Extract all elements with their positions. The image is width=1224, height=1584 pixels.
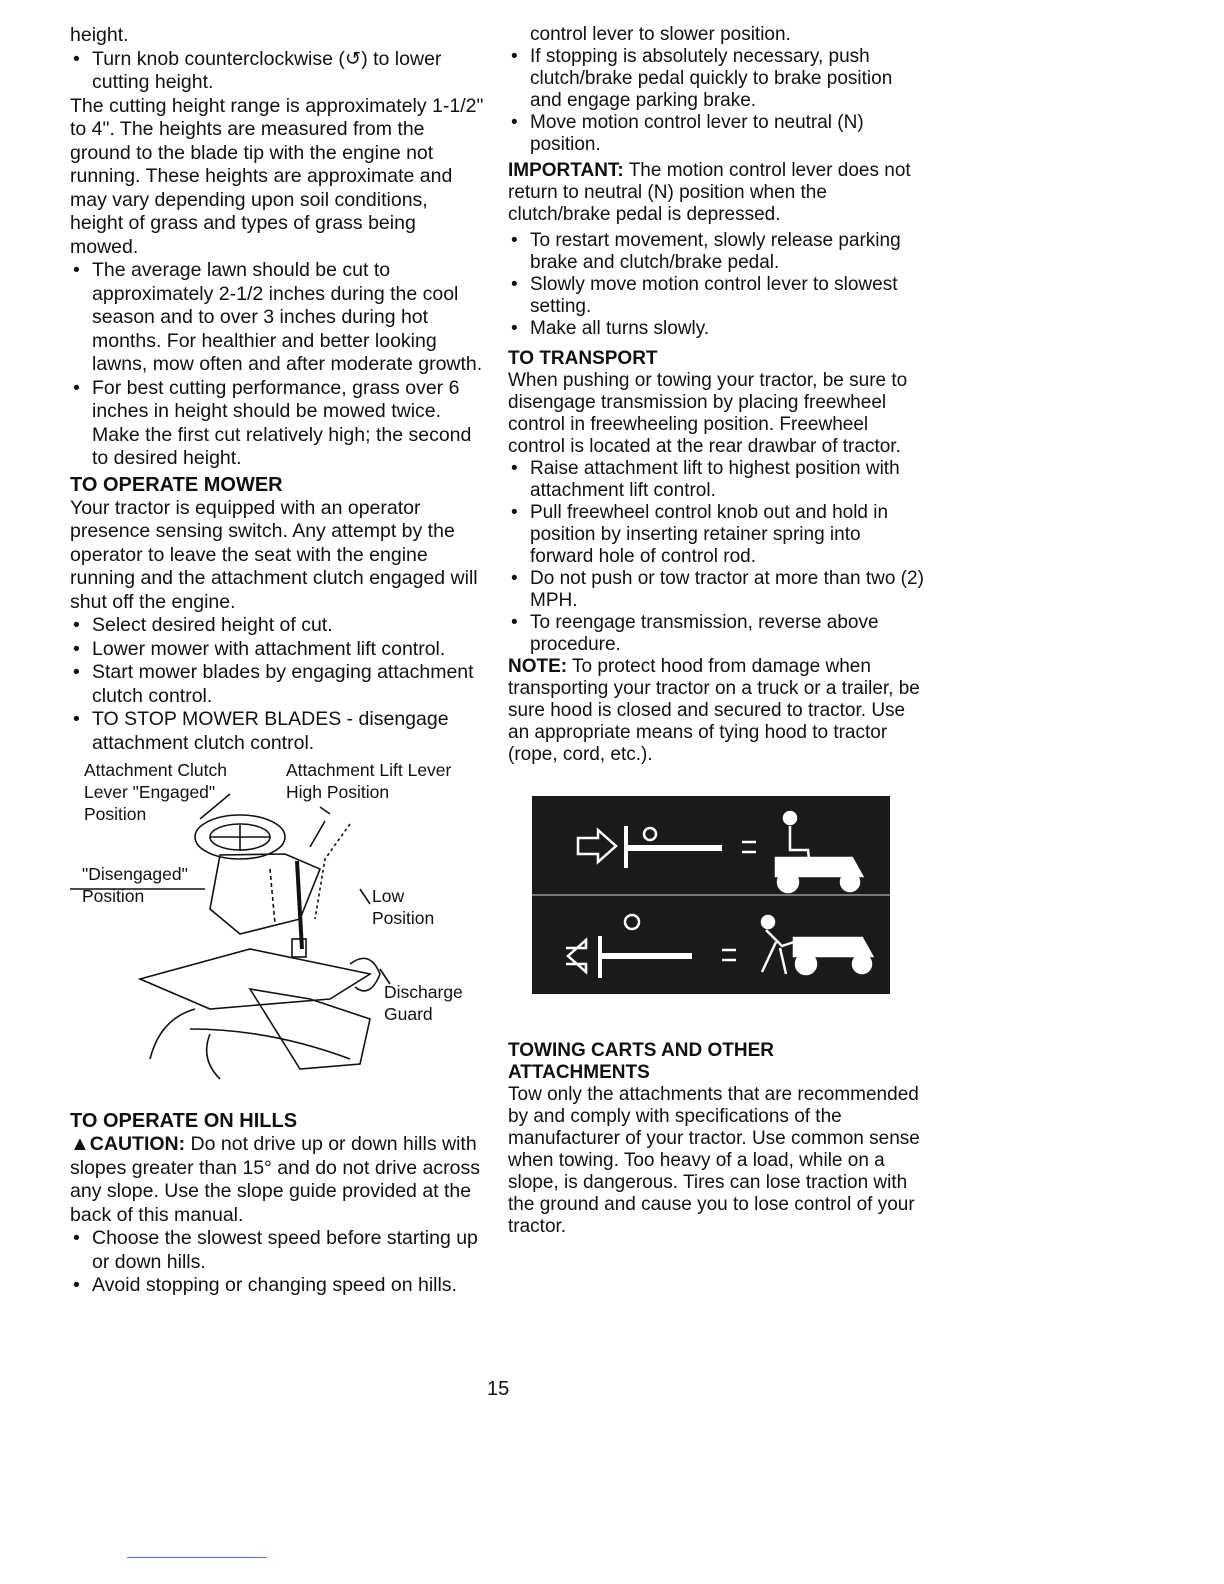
mower-controls-figure xyxy=(70,759,470,1089)
cutting-height-paragraph: The cutting height range is approximately 1-1/2" to 4". The heights are measured from the ground to the blade tip with the engine not running. These heights are approximate and may vary depending upon soil conditions, height of grass and types of grass being mowed. xyxy=(70,94,484,258)
transport-note xyxy=(508,656,928,766)
caution-text: Do not drive up or down hills with slopes greater than 15° and do not drive across any slope. Use the slope guide provided at the back of this manual. xyxy=(70,1133,480,1226)
list-item: • Select desired height of cut. xyxy=(70,614,485,638)
important-label: IMPORTANT: xyxy=(508,160,624,181)
footrest xyxy=(140,949,370,1009)
hills-caution xyxy=(70,1133,485,1227)
list-item: • Lower mower with attachment lift control. xyxy=(70,638,485,662)
diagram-divider xyxy=(532,894,890,896)
list-item: • TO STOP MOWER BLADES - disengage attachment clutch control. xyxy=(70,708,485,755)
list-item xyxy=(508,24,928,46)
operate-mower-heading: TO OPERATE MOWER xyxy=(70,473,283,496)
discharge-guard-shape xyxy=(350,958,380,991)
transport-heading: TO TRANSPORT xyxy=(508,348,658,369)
hills-list xyxy=(70,1227,485,1298)
freewheel-diagram xyxy=(532,796,890,994)
restart-list xyxy=(508,230,928,340)
warning-triangle-icon: ▲ xyxy=(70,1133,90,1155)
arrow-right-icon xyxy=(578,830,616,862)
list-item: • Avoid stopping or changing speed on hills. xyxy=(70,1274,485,1298)
transport-body: When pushing or towing your tractor, be sure to disengage transmission by placing freewheel control in freewheeling position. Freewheel control is located at the rear drawbar of tractor. xyxy=(508,370,908,457)
page-number: 15 xyxy=(487,1378,510,1400)
list-item: • Pull freewheel control knob out and hold in position by inserting retainer spring into forward hole of control rod. xyxy=(508,502,928,568)
right-column xyxy=(508,24,928,1238)
label-lift-high: Attachment Lift Lever High Position xyxy=(286,760,452,802)
label-low-position: Low Position xyxy=(372,886,435,928)
operate-mower-body: Your tractor is equipped with an operator presence sensing switch. Any attempt by the operator to leave the seat with the engine running and the attachment clutch engaged will shut off the engine. xyxy=(70,496,478,613)
left-column xyxy=(70,24,485,1298)
towing-section xyxy=(508,1040,928,1238)
label-discharge-guard: Discharge Guard xyxy=(384,982,463,1024)
footer-rule xyxy=(127,1557,267,1558)
dash-console xyxy=(210,854,320,934)
list-item: • Move motion control lever to neutral (N) position. xyxy=(508,112,928,156)
list-item-text: control lever to slower position. xyxy=(530,24,791,45)
intro-list-2 xyxy=(70,259,485,471)
label-clutch-engaged: Attachment Clutch Lever "Engaged" Position xyxy=(84,760,227,824)
lift-lever xyxy=(297,861,302,949)
list-item: • To restart movement, slowly release parking brake and clutch/brake pedal. xyxy=(508,230,928,274)
list-item: • Choose the slowest speed before starting up or down hills. xyxy=(70,1227,485,1274)
hills-heading: TO OPERATE ON HILLS xyxy=(70,1110,298,1132)
important-note xyxy=(508,160,928,226)
arrow-left-icon xyxy=(566,940,586,972)
important-text: The motion control lever does not return to neutral (N) position when the clutch/brake pedal is depressed. xyxy=(508,160,911,225)
towing-heading: TOWING CARTS AND OTHER ATTACHMENTS xyxy=(508,1040,774,1083)
transport-list xyxy=(508,458,928,656)
operate-mower-list xyxy=(70,614,485,755)
label-disengaged: "Disengaged" Position xyxy=(82,864,188,906)
note-label: NOTE: xyxy=(508,656,568,677)
driver-icon xyxy=(784,812,796,824)
intro-list-1 xyxy=(70,48,485,95)
list-item: • Make all turns slowly. xyxy=(508,318,928,340)
pushing-person-icon xyxy=(762,916,774,928)
list-item: • To reengage transmission, reverse above procedure. xyxy=(508,612,928,656)
list-item: • If stopping is absolutely necessary, push clutch/brake pedal quickly to brake position and engage parking brake. xyxy=(508,46,928,112)
towing-body: Tow only the attachments that are recommended by and comply with specifications of the manufacturer of your tractor. Use common sense when towing. Too heavy of a load, while on a slope, is dangerous. Tires can lose traction with the ground and cause you to lose control of your tractor. xyxy=(508,1084,920,1237)
list-item: • Do not push or tow tractor at more than two (2) MPH. xyxy=(508,568,928,612)
note-text: To protect hood from damage when transporting your tractor on a truck or a trailer, be sure hood is closed and secured to tractor. Use an appropriate means of tying hood to tractor (rope, cord, etc.). xyxy=(508,656,920,765)
list-item: • Slowly move motion control lever to slowest setting. xyxy=(508,274,928,318)
intro-fragment: height. xyxy=(70,24,129,46)
caution-label: CAUTION: xyxy=(89,1133,186,1155)
list-item: • Turn knob counterclockwise (↺) to lower cutting height. xyxy=(70,48,485,95)
list-item: • The average lawn should be cut to approximately 2-1/2 inches during the cool season and to over 3 inches during hot months. For healthier and better looking lawns, mow often and after moderate growth. xyxy=(70,259,485,377)
list-item: • Start mower blades by engaging attachment clutch control. xyxy=(70,661,485,708)
list-item: • For best cutting performance, grass over 6 inches in height should be mowed twice. Make the first cut relatively high; the second to desired height. xyxy=(70,377,485,471)
continued-list xyxy=(508,24,928,156)
list-item: • Raise attachment lift to highest position with attachment lift control. xyxy=(508,458,928,502)
